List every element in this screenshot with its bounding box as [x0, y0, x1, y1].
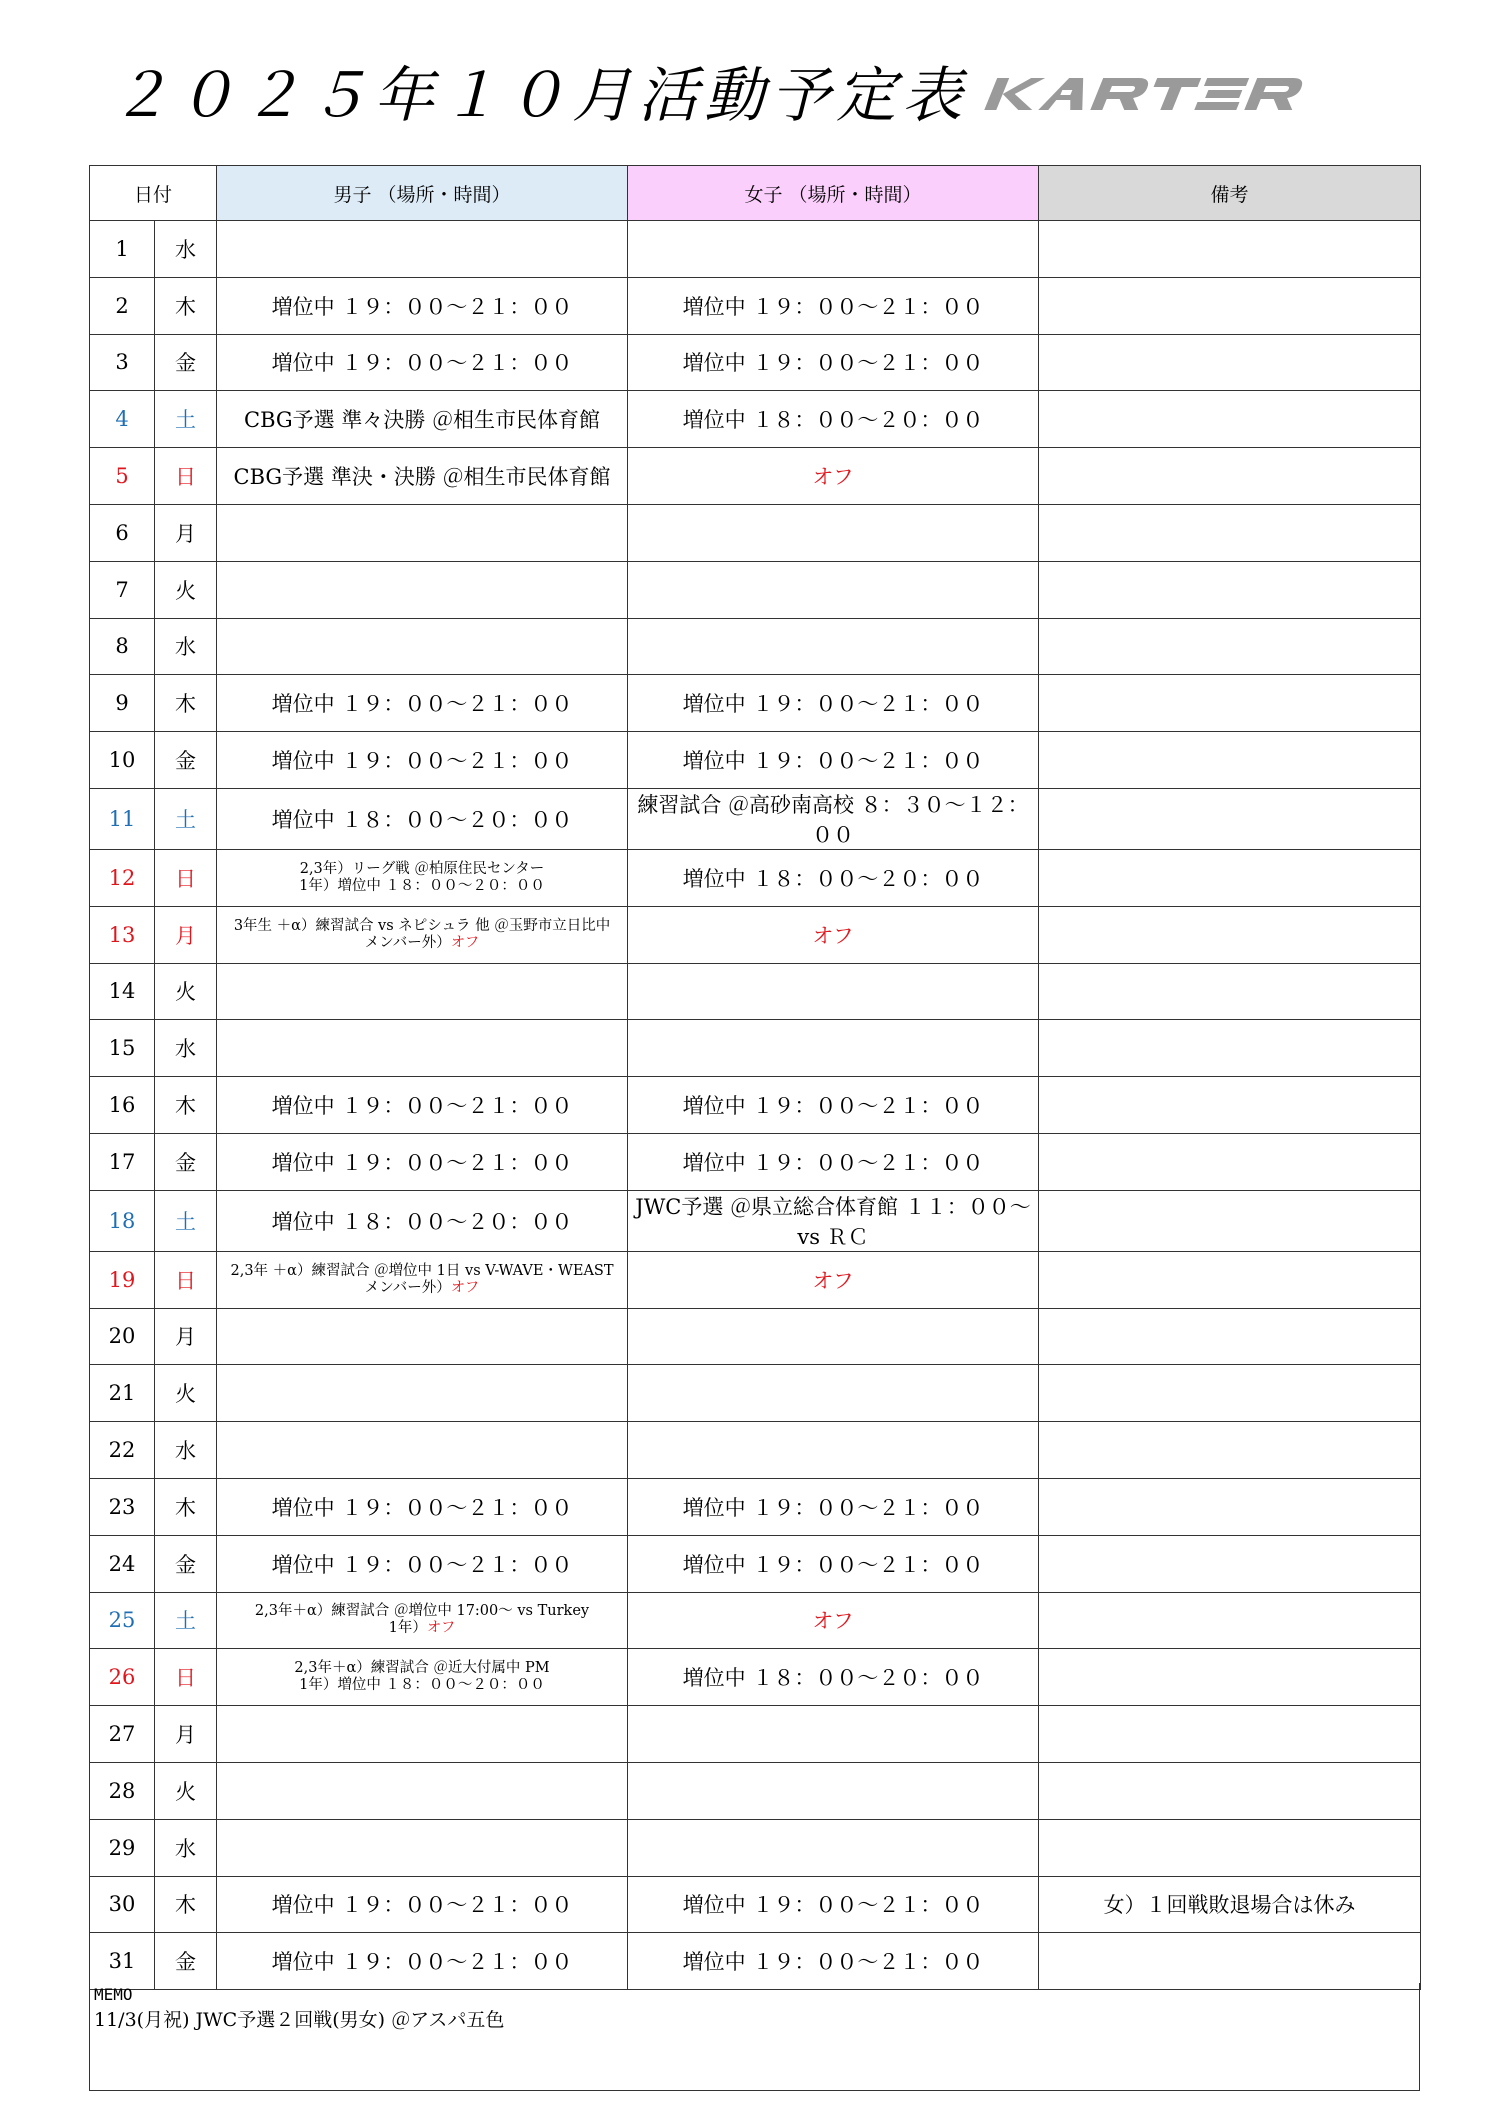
- table-row: [90, 618, 1421, 675]
- girls-schedule-cell: [628, 1762, 1039, 1819]
- girls-schedule-cell: [628, 561, 1039, 618]
- day-number: 20: [90, 1308, 155, 1365]
- table-row: [90, 391, 1421, 448]
- boys-schedule-cell: 増位中 １９：００～２１：００: [217, 675, 628, 732]
- schedule-table: [89, 165, 1421, 1990]
- table-row: [90, 1762, 1421, 1819]
- girls-schedule-cell: [628, 963, 1039, 1020]
- day-number: 4: [90, 391, 155, 448]
- notes-cell: [1039, 448, 1421, 505]
- boys-schedule-cell: [217, 849, 628, 906]
- boys-schedule-text: 2,3年）リーグ戦 ＠柏原住民センター: [299, 860, 545, 877]
- day-number: 24: [90, 1535, 155, 1592]
- boys-schedule-cell: [217, 561, 628, 618]
- boys-schedule-cell: 増位中 １９：００～２１：００: [217, 334, 628, 391]
- day-of-week: 月: [155, 504, 217, 561]
- girls-schedule-cell: オフ: [628, 1251, 1039, 1308]
- boys-schedule-cell: 増位中 １８：００～２０：００: [217, 788, 628, 849]
- boys-schedule-text: メンバー外）: [364, 934, 451, 951]
- day-of-week: 月: [155, 1706, 217, 1763]
- table-row: [90, 849, 1421, 906]
- girls-schedule-cell: [628, 618, 1039, 675]
- day-number: 2: [90, 277, 155, 334]
- boys-schedule-cell: [217, 1762, 628, 1819]
- boys-schedule-cell: [217, 1251, 628, 1308]
- girls-schedule-cell: 増位中 １８：００～２０：００: [628, 849, 1039, 906]
- notes-cell: [1039, 849, 1421, 906]
- table-row: [90, 1190, 1421, 1251]
- boys-schedule-cell: [217, 1308, 628, 1365]
- boys-schedule-line: [217, 1620, 627, 1637]
- memo-line: 11/3(月祝) JWC予選２回戦(男女) ＠アスパ五色: [94, 2009, 505, 2031]
- day-of-week: 土: [155, 1190, 217, 1251]
- table-row: [90, 1592, 1421, 1649]
- boys-schedule-line: [217, 935, 627, 952]
- notes-cell: [1039, 1365, 1421, 1422]
- boys-schedule-text: 2,3年＋α）練習試合 ＠近大付属中 PM: [294, 1660, 550, 1677]
- notes-cell: [1039, 906, 1421, 963]
- day-of-week: 水: [155, 221, 217, 278]
- day-number: 23: [90, 1478, 155, 1535]
- boys-schedule-cell: CBG予選 準々決勝 ＠相生市民体育館: [217, 391, 628, 448]
- boys-schedule-cell: [217, 221, 628, 278]
- boys-schedule-line: [217, 918, 627, 935]
- day-of-week: 土: [155, 391, 217, 448]
- table-row: [90, 448, 1421, 505]
- day-of-week: 月: [155, 906, 217, 963]
- day-of-week: 金: [155, 732, 217, 789]
- table-row: [90, 906, 1421, 963]
- boys-schedule-cell: [217, 1649, 628, 1706]
- notes-cell: [1039, 1190, 1421, 1251]
- boys-schedule-cell: [217, 1706, 628, 1763]
- girls-schedule-cell: [628, 1706, 1039, 1763]
- header-boys: 男子 （場所・時間）: [217, 166, 628, 221]
- notes-cell: [1039, 1077, 1421, 1134]
- boys-schedule-cell: [217, 906, 628, 963]
- day-of-week: 火: [155, 561, 217, 618]
- boys-schedule-line: [217, 1677, 627, 1694]
- day-number: 25: [90, 1592, 155, 1649]
- day-number: 29: [90, 1819, 155, 1876]
- page-title: ２０２５年１０月活動予定表: [110, 61, 968, 131]
- day-number: 21: [90, 1365, 155, 1422]
- boys-off-label: オフ: [450, 1279, 480, 1296]
- day-number: 17: [90, 1133, 155, 1190]
- day-of-week: 火: [155, 1365, 217, 1422]
- boys-schedule-line: [217, 1263, 627, 1280]
- day-number: 13: [90, 906, 155, 963]
- girls-schedule-cell: 増位中 １８：００～２０：００: [628, 1649, 1039, 1706]
- day-number: 6: [90, 504, 155, 561]
- table-row: [90, 1133, 1421, 1190]
- girls-schedule-cell: 増位中 １９：００～２１：００: [628, 1876, 1039, 1933]
- day-of-week: 水: [155, 1020, 217, 1077]
- day-number: 7: [90, 561, 155, 618]
- notes-cell: [1039, 1133, 1421, 1190]
- day-of-week: 水: [155, 1819, 217, 1876]
- day-of-week: 月: [155, 1308, 217, 1365]
- boys-schedule-text: 1年）: [388, 1620, 427, 1637]
- boys-schedule-cell: [217, 618, 628, 675]
- boys-schedule-cell: 増位中 １９：００～２１：００: [217, 1077, 628, 1134]
- day-of-week: 金: [155, 1933, 217, 1990]
- girls-schedule-cell: [628, 1020, 1039, 1077]
- boys-schedule-text: 1年）増位中 １８：００～２０：００: [299, 877, 545, 894]
- header-date: 日付: [90, 166, 217, 221]
- boys-schedule-line: [217, 878, 627, 895]
- girls-schedule-cell: 増位中 １９：００～２１：００: [628, 1133, 1039, 1190]
- day-of-week: 火: [155, 963, 217, 1020]
- table-row: [90, 1706, 1421, 1763]
- girls-schedule-cell: 増位中 １８：００～２０：００: [628, 391, 1039, 448]
- day-number: 1: [90, 221, 155, 278]
- day-number: 30: [90, 1876, 155, 1933]
- day-of-week: 金: [155, 1535, 217, 1592]
- notes-cell: [1039, 963, 1421, 1020]
- day-of-week: 木: [155, 277, 217, 334]
- day-of-week: 火: [155, 1762, 217, 1819]
- boys-schedule-cell: [217, 1819, 628, 1876]
- day-number: 5: [90, 448, 155, 505]
- day-number: 26: [90, 1649, 155, 1706]
- boys-schedule-text: 1年）増位中 １８：００～２０：００: [299, 1677, 545, 1694]
- girls-schedule-cell: 増位中 １９：００～２１：００: [628, 1077, 1039, 1134]
- boys-off-label: オフ: [426, 1620, 456, 1637]
- table-row: [90, 1308, 1421, 1365]
- girls-schedule-cell: 増位中 １９：００～２１：００: [628, 277, 1039, 334]
- table-row: [90, 675, 1421, 732]
- girls-schedule-cell: オフ: [628, 448, 1039, 505]
- table-row: [90, 1649, 1421, 1706]
- boys-off-label: オフ: [450, 934, 480, 951]
- karter-logo: [982, 76, 1334, 112]
- table-row: [90, 788, 1421, 849]
- girls-schedule-cell: 練習試合 ＠高砂南高校 ８：３０～１２：００: [628, 788, 1039, 849]
- boys-schedule-text: 2,3年 ＋α）練習試合 ＠増位中 1日 vs V-WAVE・WEAST: [230, 1262, 614, 1279]
- girls-schedule-cell: [628, 221, 1039, 278]
- memo-title: MEMO: [94, 1985, 133, 2004]
- day-number: 27: [90, 1706, 155, 1763]
- notes-cell: [1039, 788, 1421, 849]
- notes-cell: [1039, 221, 1421, 278]
- girls-schedule-cell: 増位中 １９：００～２１：００: [628, 732, 1039, 789]
- header-row: [90, 166, 1421, 221]
- table-row: [90, 963, 1421, 1020]
- boys-schedule-text: メンバー外）: [364, 1279, 451, 1296]
- girls-schedule-cell: [628, 1819, 1039, 1876]
- day-of-week: 水: [155, 1422, 217, 1479]
- day-number: 15: [90, 1020, 155, 1077]
- table-row: [90, 1077, 1421, 1134]
- notes-cell: [1039, 391, 1421, 448]
- day-of-week: 日: [155, 1649, 217, 1706]
- notes-cell: [1039, 1592, 1421, 1649]
- notes-cell: [1039, 1020, 1421, 1077]
- day-number: 8: [90, 618, 155, 675]
- boys-schedule-cell: 増位中 １９：００～２１：００: [217, 1478, 628, 1535]
- table-row: [90, 1422, 1421, 1479]
- table-row: [90, 732, 1421, 789]
- notes-cell: [1039, 618, 1421, 675]
- table-row: [90, 1478, 1421, 1535]
- girls-schedule-cell: 増位中 １９：００～２１：００: [628, 1535, 1039, 1592]
- table-row: [90, 561, 1421, 618]
- girls-schedule-cell: 増位中 １９：００～２１：００: [628, 1933, 1039, 1990]
- table-row: [90, 334, 1421, 391]
- girls-schedule-cell: 増位中 １９：００～２１：００: [628, 1478, 1039, 1535]
- boys-schedule-cell: [217, 1422, 628, 1479]
- notes-cell: [1039, 1478, 1421, 1535]
- table-row: [90, 504, 1421, 561]
- memo-box: [89, 1983, 1420, 2091]
- day-number: 22: [90, 1422, 155, 1479]
- notes-cell: [1039, 1535, 1421, 1592]
- day-number: 12: [90, 849, 155, 906]
- day-number: 16: [90, 1077, 155, 1134]
- notes-cell: 女）１回戦敗退場合は休み: [1039, 1876, 1421, 1933]
- header-girls: 女子 （場所・時間）: [628, 166, 1039, 221]
- boys-schedule-text: 3年生 ＋α）練習試合 vs ネピシュラ 他 ＠玉野市立日比中: [233, 917, 611, 934]
- table-row: [90, 1251, 1421, 1308]
- table-row: [90, 1020, 1421, 1077]
- notes-cell: [1039, 1706, 1421, 1763]
- day-of-week: 日: [155, 849, 217, 906]
- boys-schedule-cell: 増位中 １９：００～２１：００: [217, 1535, 628, 1592]
- day-number: 18: [90, 1190, 155, 1251]
- svg-text:KARTER: KARTER: [982, 76, 987, 77]
- boys-schedule-cell: 増位中 １８：００～２０：００: [217, 1190, 628, 1251]
- day-of-week: 土: [155, 788, 217, 849]
- day-of-week: 木: [155, 1876, 217, 1933]
- day-number: 28: [90, 1762, 155, 1819]
- table-row: [90, 1876, 1421, 1933]
- boys-schedule-line: [217, 1660, 627, 1677]
- day-number: 3: [90, 334, 155, 391]
- day-of-week: 金: [155, 334, 217, 391]
- day-number: 14: [90, 963, 155, 1020]
- notes-cell: [1039, 504, 1421, 561]
- notes-cell: [1039, 277, 1421, 334]
- boys-schedule-text: 2,3年＋α）練習試合 ＠増位中 17:00～ vs Turkey: [254, 1603, 590, 1620]
- notes-cell: [1039, 675, 1421, 732]
- day-number: 9: [90, 675, 155, 732]
- girls-schedule-cell: [628, 1365, 1039, 1422]
- day-number: 31: [90, 1933, 155, 1990]
- girls-schedule-cell: [628, 1422, 1039, 1479]
- boys-schedule-cell: [217, 963, 628, 1020]
- boys-schedule-cell: 増位中 １９：００～２１：００: [217, 1876, 628, 1933]
- girls-schedule-cell: JWC予選 ＠県立総合体育館 １１：００～ vs ＲＣ: [628, 1190, 1039, 1251]
- table-row: [90, 1365, 1421, 1422]
- day-of-week: 木: [155, 1478, 217, 1535]
- table-row: [90, 1819, 1421, 1876]
- notes-cell: [1039, 1308, 1421, 1365]
- table-row: [90, 277, 1421, 334]
- day-of-week: 木: [155, 675, 217, 732]
- day-of-week: 日: [155, 1251, 217, 1308]
- day-of-week: 木: [155, 1077, 217, 1134]
- table-row: [90, 221, 1421, 278]
- notes-cell: [1039, 1422, 1421, 1479]
- day-of-week: 土: [155, 1592, 217, 1649]
- notes-cell: [1039, 1649, 1421, 1706]
- boys-schedule-line: [217, 861, 627, 878]
- notes-cell: [1039, 1762, 1421, 1819]
- notes-cell: [1039, 1819, 1421, 1876]
- day-number: 10: [90, 732, 155, 789]
- boys-schedule-cell: [217, 1020, 628, 1077]
- day-number: 19: [90, 1251, 155, 1308]
- boys-schedule-cell: 増位中 １９：００～２１：００: [217, 1933, 628, 1990]
- girls-schedule-cell: [628, 1308, 1039, 1365]
- boys-schedule-cell: 増位中 １９：００～２１：００: [217, 732, 628, 789]
- day-number: 11: [90, 788, 155, 849]
- notes-cell: [1039, 334, 1421, 391]
- boys-schedule-cell: CBG予選 準決・決勝 ＠相生市民体育館: [217, 448, 628, 505]
- boys-schedule-line: [217, 1603, 627, 1620]
- notes-cell: [1039, 732, 1421, 789]
- boys-schedule-cell: [217, 1365, 628, 1422]
- notes-cell: [1039, 1933, 1421, 1990]
- girls-schedule-cell: 増位中 １９：００～２１：００: [628, 675, 1039, 732]
- notes-cell: [1039, 561, 1421, 618]
- table-row: [90, 1535, 1421, 1592]
- header-notes: 備考: [1039, 166, 1421, 221]
- day-of-week: 金: [155, 1133, 217, 1190]
- notes-cell: [1039, 1251, 1421, 1308]
- boys-schedule-cell: [217, 1592, 628, 1649]
- table-row: [90, 1933, 1421, 1990]
- day-of-week: 日: [155, 448, 217, 505]
- girls-schedule-cell: [628, 504, 1039, 561]
- boys-schedule-cell: 増位中 １９：００～２１：００: [217, 277, 628, 334]
- girls-schedule-cell: 増位中 １９：００～２１：００: [628, 334, 1039, 391]
- girls-schedule-cell: オフ: [628, 906, 1039, 963]
- boys-schedule-cell: 増位中 １９：００～２１：００: [217, 1133, 628, 1190]
- day-of-week: 水: [155, 618, 217, 675]
- girls-schedule-cell: オフ: [628, 1592, 1039, 1649]
- boys-schedule-cell: [217, 504, 628, 561]
- boys-schedule-line: [217, 1280, 627, 1297]
